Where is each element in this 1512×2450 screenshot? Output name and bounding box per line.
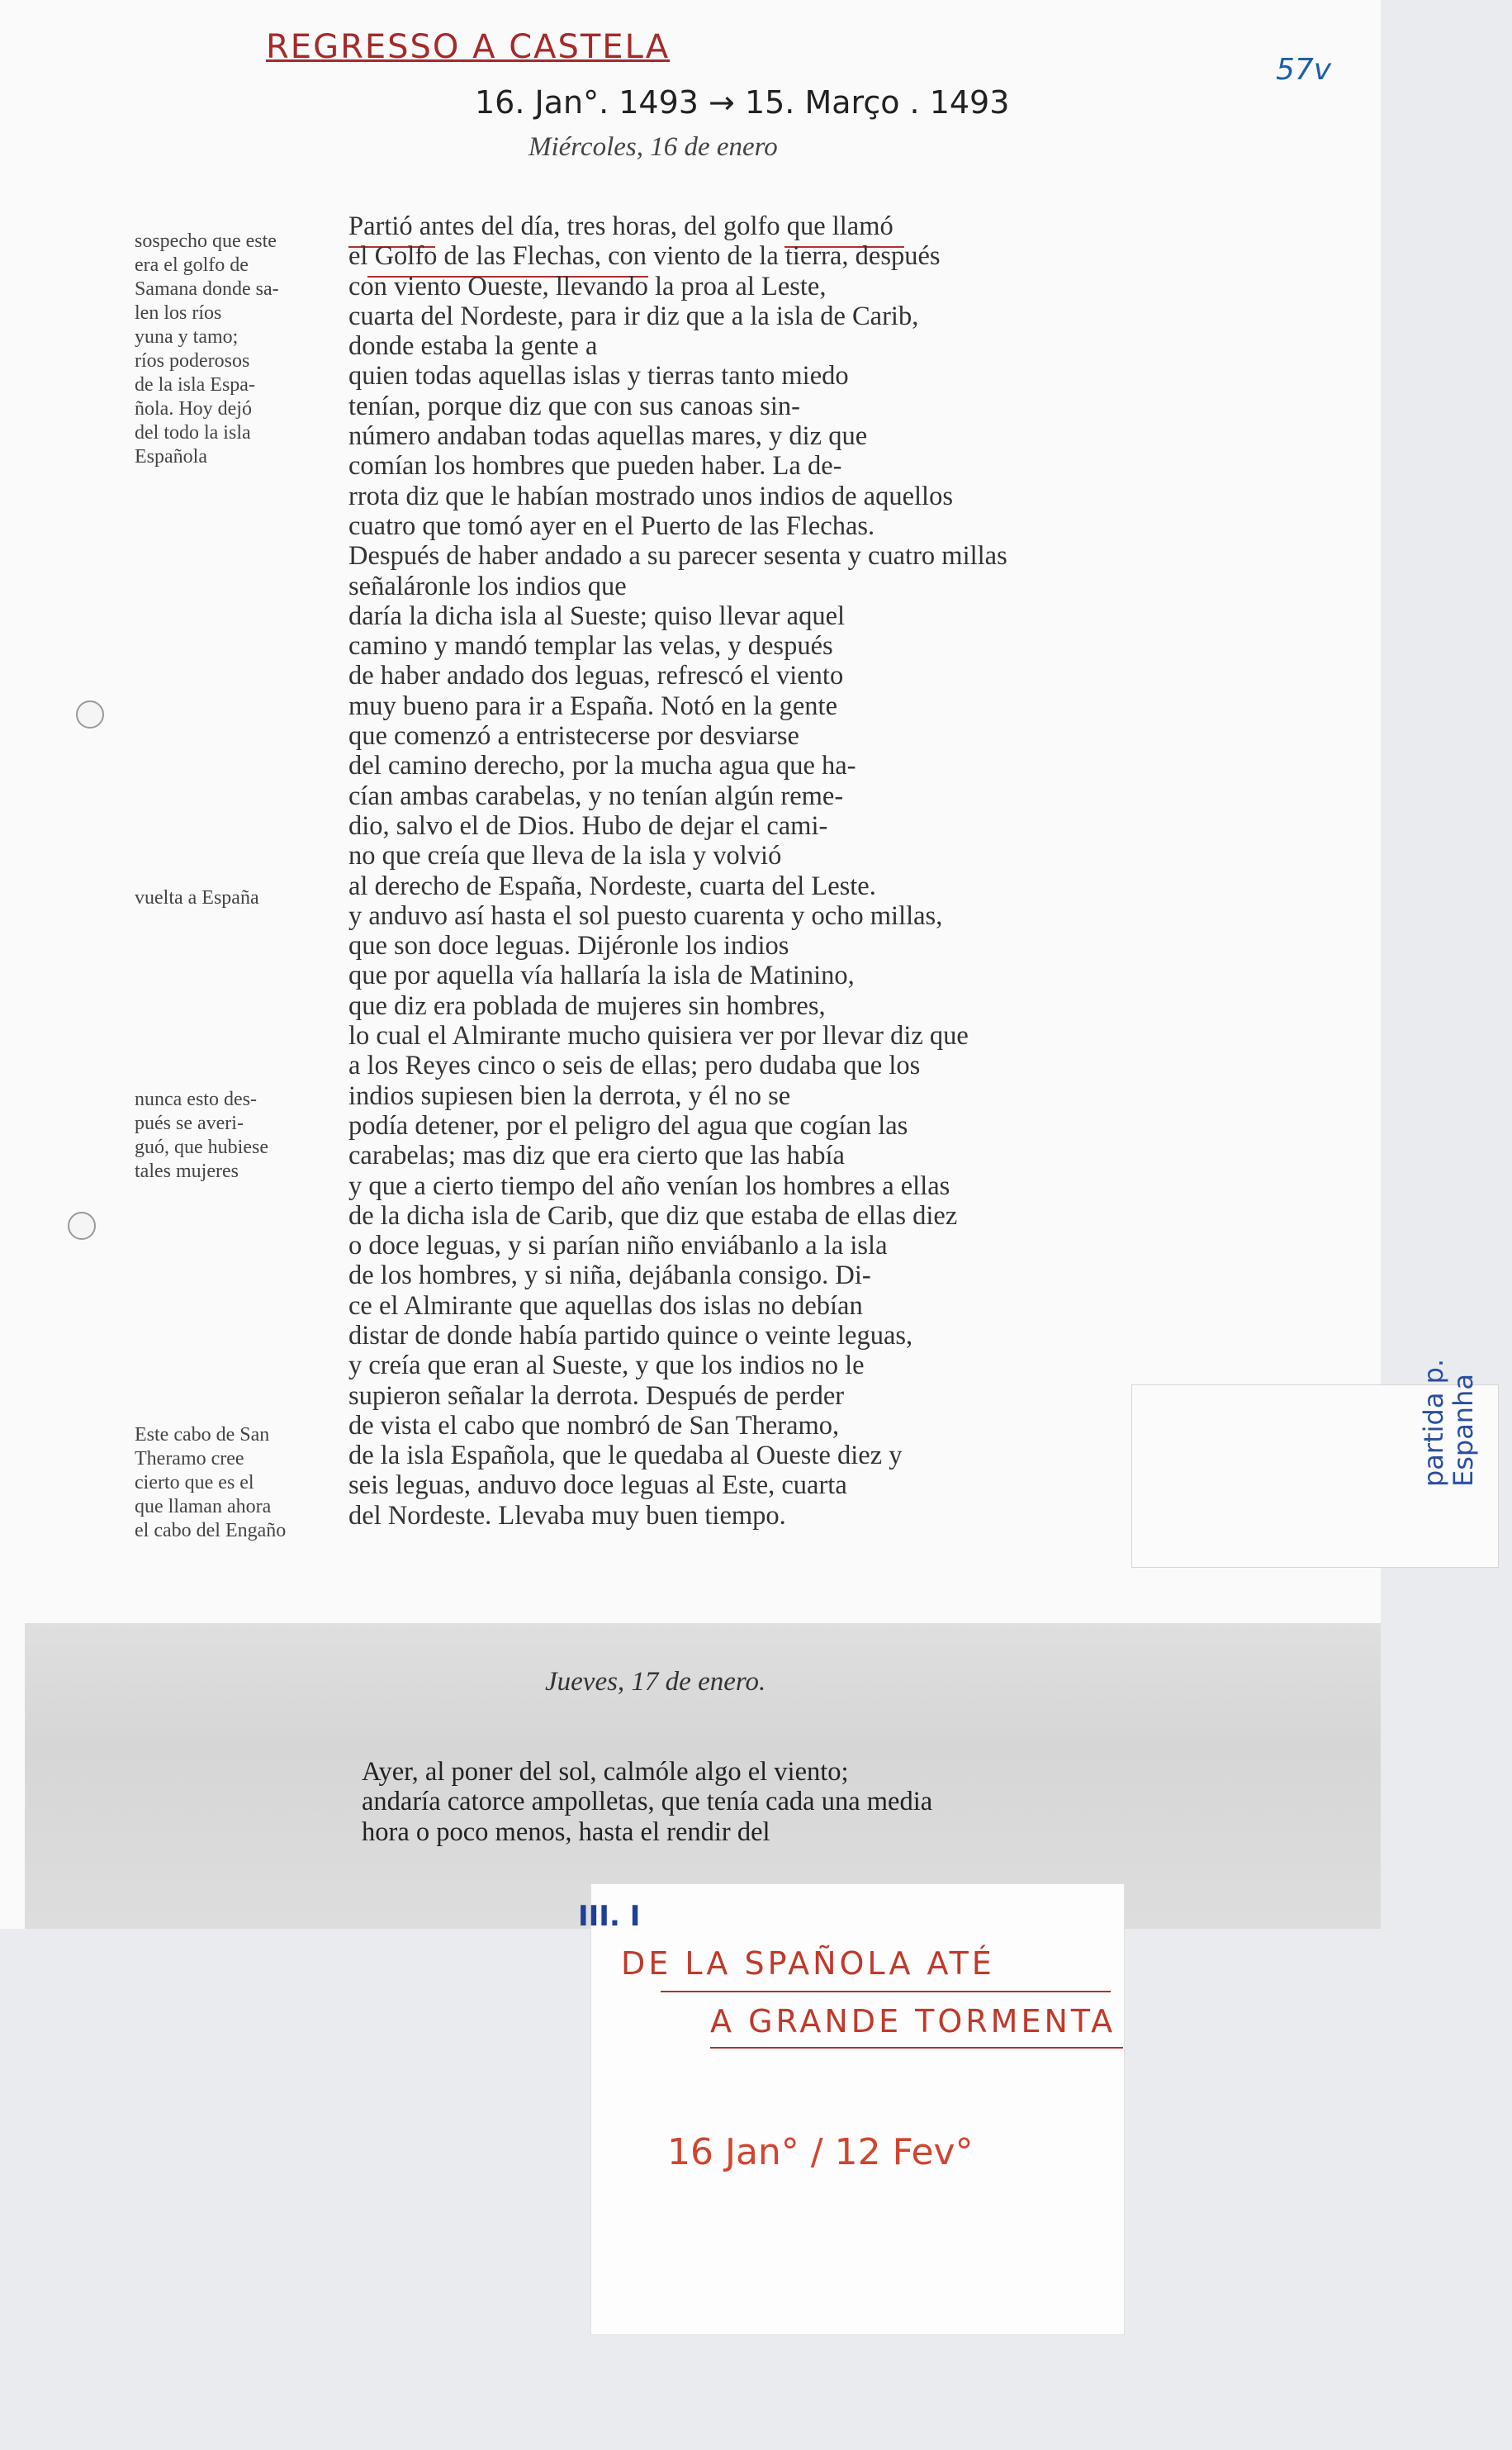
handwritten-title: REGRESSO A CASTELA	[266, 28, 671, 66]
red-underline	[710, 2047, 1123, 2049]
margin-note-mujeres: nunca esto des- pués se averi- guó, que hubiese tales mujeres	[135, 1089, 268, 1182]
punch-hole	[68, 1212, 96, 1240]
sticky-note-heading-line1: DE LA SPAÑOLA ATÉ	[621, 1945, 995, 1982]
sticky-note-heading-line2: A GRANDE TORMENTA	[710, 2003, 1116, 2039]
entry-heading-jan17: Jueves, 17 de enero.	[545, 1667, 766, 1697]
sticky-note-dates: 16 Jan° / 12 Fev°	[667, 2131, 974, 2173]
sticky-note-right-text: partida p. Espanha	[1418, 1358, 1479, 1487]
page-number: 57v	[1276, 53, 1332, 87]
entry-body-jan17: Ayer, al poner del sol, calmóle algo el viento; andaría catorce ampolletas, que tenía cada una media hora o poco menos, hasta el rendir del	[362, 1757, 933, 1847]
margin-note-cabo: Este cabo de San Theramo cree cierto que es el que llaman ahora el cabo del Engaño	[135, 1424, 287, 1541]
entry-heading-jan16: Miércoles, 16 de enero	[528, 132, 778, 162]
red-underline	[661, 1991, 1111, 1992]
entry-body-jan16: Partió antes del día, tres horas, del golfo que llamó el Golfo de las Flechas, con viento de la tierra, después con viento Oueste, llevando la proa al Leste, cuarta del Nordeste, para ir diz que a la isla de Carib, donde estaba la gente a quien todas aquellas islas y tierras tanto miedo tenían, porque diz que con sus canoas sin- número andaban todas aquellas mares, y diz que comían los hombres que pueden haber. La de- rrota diz que le habían mostrado unos indios de aquellos cuatro que tomó ayer en el Puerto de las Flechas. Después de haber andado a su parecer sesenta y cuatro millas señaláronle los indios que daría la dicha isla al Sueste; quiso llevar aquel camino y mandó templar las velas, y después de haber andado dos leguas, refrescó el viento muy bueno para ir a España. Notó en la gente que comenzó a entristecerse por desviarse del camino derecho, por la mucha agua que ha- cían ambas carabelas, y no tenían algún reme- dio, salvo el de Dios. Hubo de dejar el cami- no que creía que lleva de la isla y volvió al derecho de España, Nordeste, cuarta del Leste. y anduvo así hasta el sol puesto cuarenta y ocho millas, que son doce leguas. Dijéronle los indios que por aquella vía hallaría la isla de Matinino, que diz era poblada de mujeres sin hombres, lo cual el Almirante mucho quisiera ver por llevar diz que a los Reyes cinco o seis de ellas; pero dudaba que los indios supiesen bien la derrota, y él no se podía detener, por el peligro del agua que cogían las carabelas; mas diz que era cierto que las había y que a cierto tiempo del año venían los hombres a ellas de la dicha isla de Carib, que diz que estaba de ellas diez o doce leguas, y si parían niño enviábanlo a la isla de los hombres, y si niña, dejábanla consigo. Di- ce el Almirante que aquellas dos islas no debían distar de donde había partido quince o veinte leguas, y creía que eran al Sueste, y que los indios no le supieron señalar la derrota. Después de perder de vista el cabo que nombró de San Theramo, de la isla Española, que le quedaba al Oueste diez y seis leguas, anduvo doce leguas al Este, cuarta del Nordeste. Llevaba muy buen tiempo.	[348, 211, 1007, 1531]
sticky-note-section-number: III. I	[578, 1900, 641, 1933]
margin-note-golfo: sospecho que este era el golfo de Samana donde sa- len los ríos yuna y tamo; ríos poderosos de la isla Espa- ñola. Hoy dejó del todo la isla Española	[135, 230, 279, 468]
handwritten-date-range: 16. Jan°. 1493 → 15. Março . 1493	[475, 84, 1010, 121]
margin-note-vuelta: vuelta a España	[135, 887, 259, 909]
punch-hole	[76, 700, 104, 729]
